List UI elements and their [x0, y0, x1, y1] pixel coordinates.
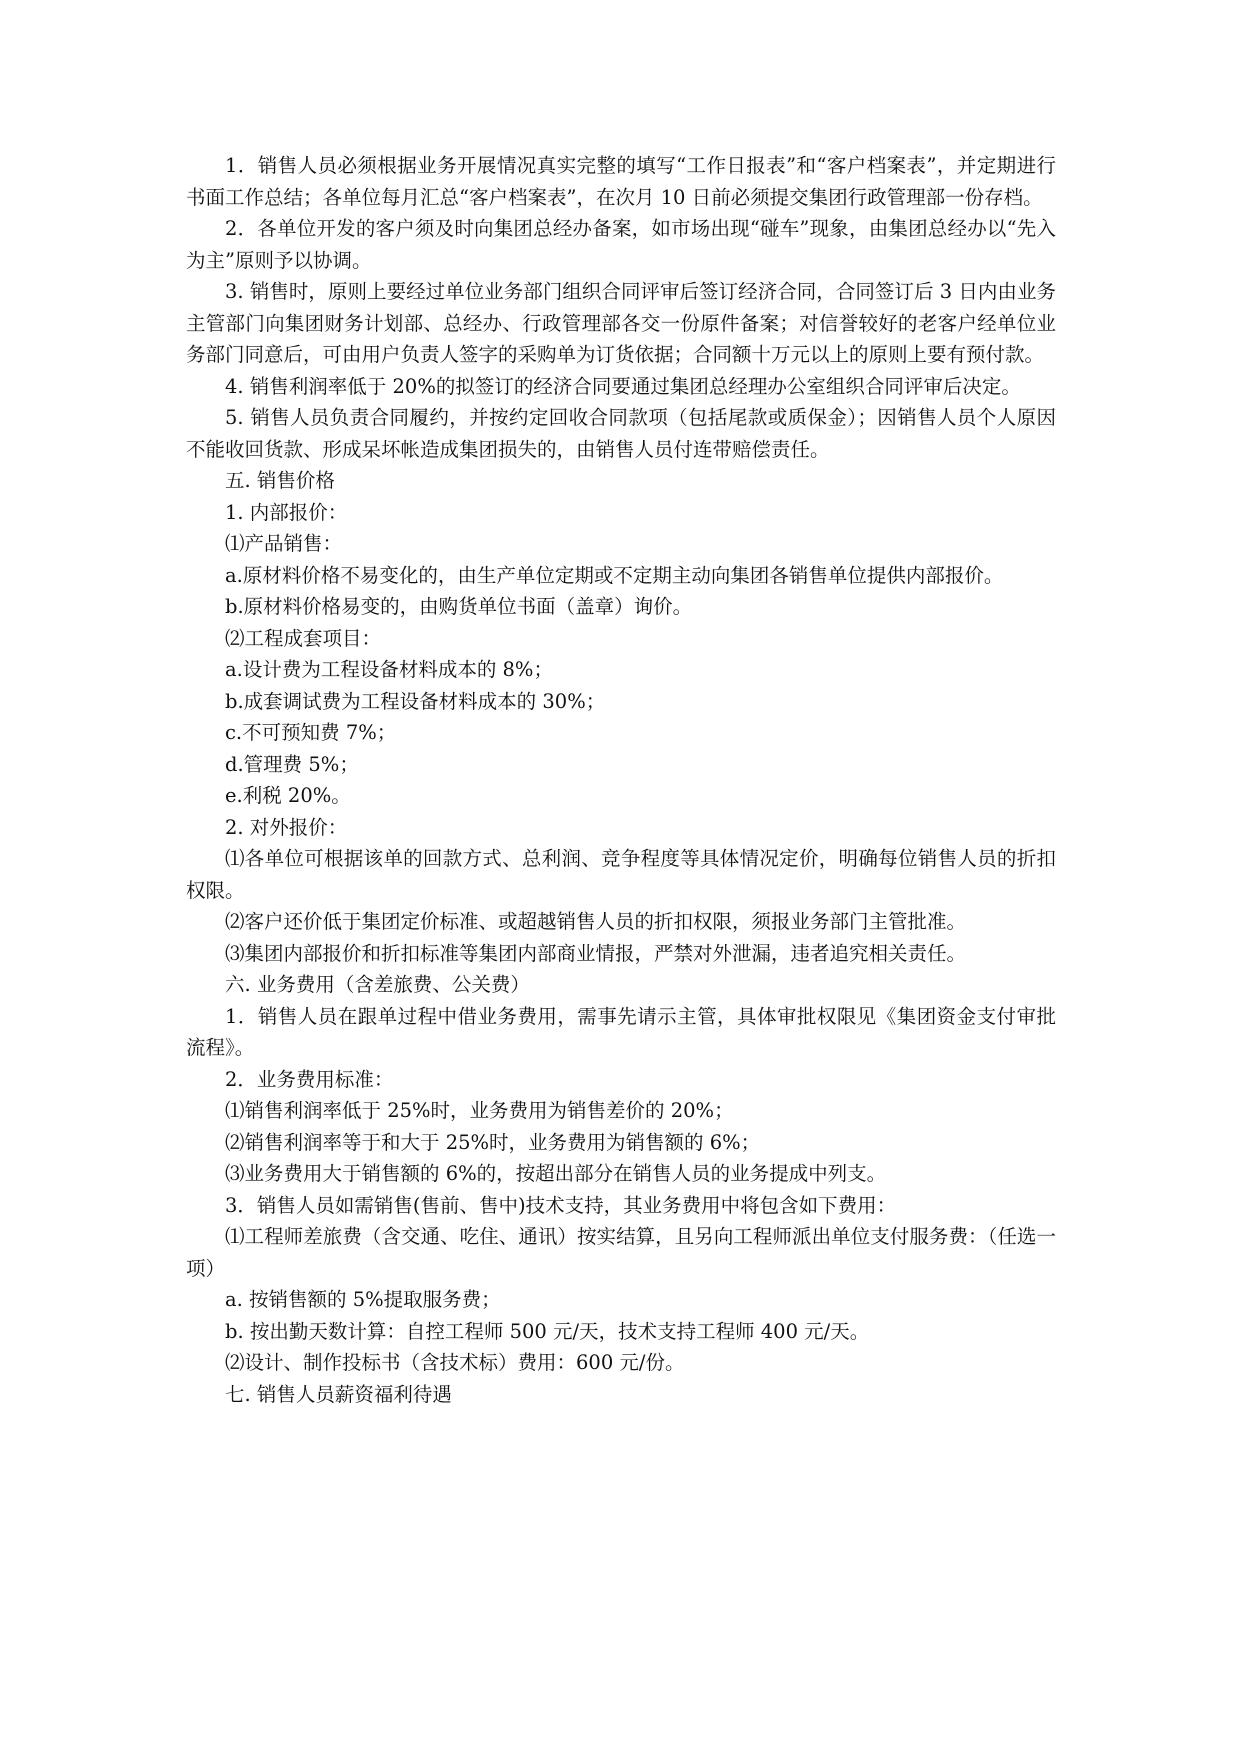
item-external-2: ⑵客户还价低于集团定价标准、或超越销售人员的折扣权限，须报业务部门主管批准。: [225, 910, 967, 933]
item-tech-support-2: ⑵设计、制作投标书（含技术标）费用：600 元/份。: [225, 1351, 685, 1374]
item-external-1: ⑴各单位可根据该单的回款方式、总利润、竞争程度等具体情况定价，明确每位销售人员的折扣权限。: [186, 847, 1056, 902]
item-product-a: a.原材料价格不易变化的，由生产单位定期或不定期主动向集团各销售单位提供内部报价。: [225, 563, 1004, 587]
paragraph-rule-2: 2．各单位开发的客户须及时向集团总经办备案，如市场出现“碰车”现象，由集团总经办以“先入为主”原则予以协调。: [186, 217, 1056, 272]
paragraph-rule-3: 3. 销售时，原则上要经过单位业务部门组织合同评审后签订经济合同，合同签订后 3 日内由业务主管部门向集团财务计划部、总经办、行政管理部各交一份原件备案；对信誉较好的老客户经单位业务部门同意后，可由用户负责人签字的采购单为订货依据；合同额十万元以上的原则上要有预付款。: [186, 280, 1056, 366]
item-engineering-c: c.不可预知费 7%；: [225, 721, 397, 744]
item-engineering-b: b.成套调试费为工程设备材料成本的 30%；: [225, 689, 606, 713]
paragraph-rule-4: 4. 销售利润率低于 20%的拟签订的经济合同要通过集团总经理办公室组织合同评审后决定。: [225, 374, 1021, 398]
item-engineering: ⑵工程成套项目：: [225, 626, 382, 650]
item-tech-support-1: ⑴工程师差旅费（含交通、吃住、通讯）按实结算，且另向工程师派出单位支付服务费：（任选一项）: [186, 1225, 1056, 1280]
item-expense-std-2: ⑵销售利润率等于和大于 25%时，业务费用为销售额的 6%；: [225, 1130, 761, 1154]
item-tech-support-b: b. 按出勤天数计算：自控工程师 500 元/天，技术支持工程师 400 元/天。: [225, 1319, 870, 1343]
item-expense-std-1: ⑴销售利润率低于 25%时，业务费用为销售差价的 20%；: [225, 1099, 734, 1122]
subheading-internal-quote: 1. 内部报价：: [225, 500, 348, 524]
subheading-external-quote: 2. 对外报价：: [225, 815, 348, 839]
item-product-b: b.原材料价格易变的，由购货单位书面（盖章）询价。: [225, 595, 693, 618]
paragraph-rule-1: 1．销售人员必须根据业务开展情况真实完整的填写“工作日报表”和“客户档案表”，并定期进行书面工作总结；各单位每月汇总“客户档案表”，在次月 10 日前必须提交集团行政管理部一份存档。: [186, 154, 1056, 209]
item-engineering-d: d.管理费 5%；: [225, 752, 359, 776]
section-heading-6: 六. 业务费用（含差旅费、公关费）: [225, 973, 530, 996]
item-expense-std-3: ⑶业务费用大于销售额的 6%的，按超出部分在销售人员的业务提成中列支。: [225, 1162, 887, 1185]
item-engineering-e: e.利税 20%。: [225, 784, 351, 807]
item-tech-support-a: a. 按销售额的 5%提取服务费；: [225, 1288, 501, 1311]
document-body: [186, 150, 1056, 1410]
item-engineering-a: a.设计费为工程设备材料成本的 8%；: [225, 658, 553, 681]
paragraph-rule-5: 5. 销售人员负责合同履约，并按约定回收合同款项（包括尾款或质保金）；因销售人员个人原因不能收回货款、形成呆坏帐造成集团损失的，由销售人员付连带赔偿责任。: [186, 406, 1056, 461]
item-product-sales: ⑴产品销售：: [225, 532, 343, 555]
item-external-3: ⑶集团内部报价和折扣标准等集团内部商业情报，严禁对外泄漏，违者追究相关责任。: [225, 941, 967, 965]
paragraph-expense-2: 2．业务费用标准：: [225, 1067, 394, 1091]
paragraph-expense-3: 3．销售人员如需销售(售前、售中)技术支持，其业务费用中将包含如下费用：: [225, 1193, 897, 1217]
section-heading-7: 七. 销售人员薪资福利待遇: [225, 1382, 452, 1406]
section-heading-5: 五. 销售价格: [225, 469, 335, 492]
paragraph-expense-1: 1．销售人员在跟单过程中借业务费用，需事先请示主管，具体审批权限见《集团资金支付审批流程》。: [186, 1004, 1056, 1059]
